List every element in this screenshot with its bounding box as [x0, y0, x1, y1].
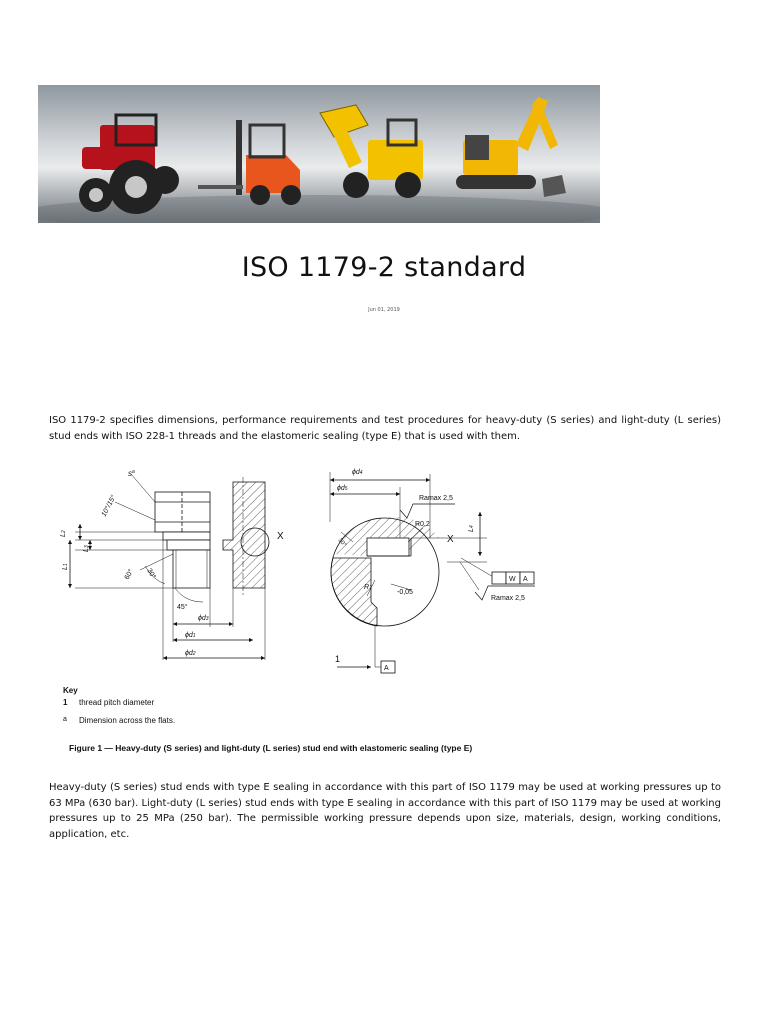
key-item — [63, 716, 175, 725]
label-ramax-bottom: Ramax 2,5 — [491, 595, 525, 602]
label-d2: ϕd2 — [185, 650, 196, 657]
label-x-right: X — [447, 534, 454, 545]
label-w: W — [509, 576, 516, 583]
label-angle-30: 30° — [145, 567, 157, 581]
key-text: Dimension across the flats. — [79, 716, 176, 725]
header-banner-image — [38, 85, 600, 223]
key-item — [63, 698, 175, 707]
figure-key — [63, 686, 175, 725]
key-title: Key — [63, 686, 78, 695]
label-deg-right: 30° — [336, 537, 347, 549]
label-ref-1: 1 — [335, 654, 341, 664]
intro-paragraph: ISO 1179-2 specifies dimensions, performance requirements and test procedures for heavy-duty (S series) and light-duty (L series) stud ends with ISO 228-1 threads and the elastomeric sealing (type E) that is used with them. — [49, 415, 721, 442]
body-paragraph: Heavy-duty (S series) stud ends with type E sealing in accordance with this part of ISO 1179 may be used at working pressures up to 63 MPa (630 bar). Light-duty (L series) stud ends with type E sealing in accordance with this part of ISO 1179 may be used at working pressures up to 25 MPa (250 bar). The permissible working pressure depends upon size, materials, design, working conditions, application, etc. — [49, 782, 721, 840]
label-d4: ϕd4 — [352, 469, 363, 476]
page-title: ISO 1179-2 standard — [241, 252, 527, 283]
detail-x-view — [330, 472, 535, 673]
label-a-frame: A — [523, 576, 528, 583]
label-angle-45: 45° — [177, 604, 188, 611]
label-tolerance: -0,05 — [397, 589, 413, 596]
label-s: $s^a$ — [128, 469, 135, 478]
label-d5: ϕd5 — [337, 485, 348, 492]
technical-drawing — [55, 462, 555, 690]
label-d1: ϕd1 — [185, 632, 196, 639]
label-l1: L1 — [62, 563, 69, 570]
label-ramax-top: Ramax 2,5 — [419, 495, 453, 502]
label-d3: ϕd3 — [198, 615, 209, 622]
label-angle-top: 10°/15° — [100, 494, 118, 518]
label-datum-a: A — [384, 665, 389, 672]
key-mark: 1 — [63, 698, 68, 707]
label-r1: R1 — [364, 584, 372, 591]
label-l3: L3 — [83, 545, 90, 552]
key-text: thread pitch diameter — [79, 698, 155, 707]
label-l4: L4 — [468, 525, 475, 532]
label-angle-60: 60° — [123, 568, 136, 581]
stud-end-left-view — [70, 474, 269, 660]
label-r02: R0,2 — [415, 521, 430, 528]
label-l2: L2 — [60, 530, 67, 537]
key-mark: a — [63, 716, 67, 723]
figure-caption: Figure 1 — Heavy-duty (S series) and light-duty (L series) stud end with elastomeric sealing (type E) — [69, 743, 473, 753]
publish-date: Jun 01, 2019 — [368, 307, 400, 313]
label-x-left: X — [277, 531, 284, 542]
